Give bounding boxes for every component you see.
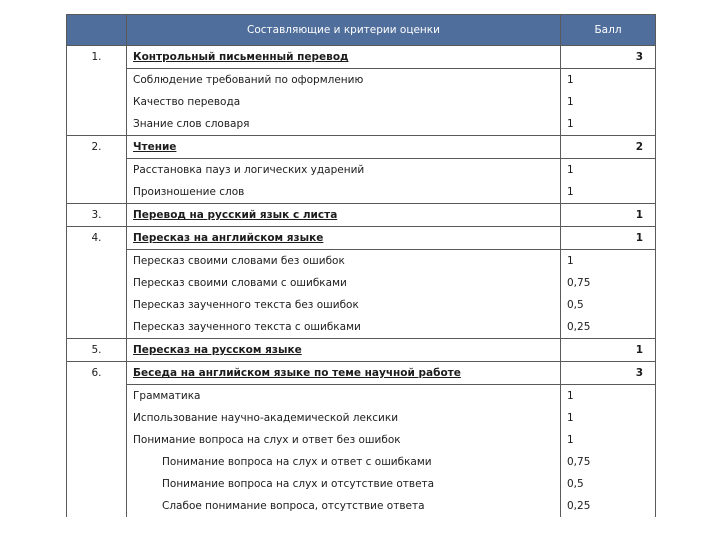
row-number-cell <box>67 250 127 273</box>
criterion-label: Использование научно-академической лексики <box>133 412 399 424</box>
score-cell: 3 <box>561 46 656 69</box>
header-number-cell <box>67 15 127 46</box>
row-number-cell <box>67 473 127 495</box>
row-number-cell <box>67 407 127 429</box>
criterion-row <box>67 294 656 316</box>
row-number-cell: 5. <box>67 339 127 362</box>
table-header-row <box>67 15 656 46</box>
score-cell: 1 <box>561 385 656 408</box>
score-cell: 0,75 <box>561 451 656 473</box>
score-cell: 0,25 <box>561 316 656 339</box>
criterion-row <box>67 407 656 429</box>
header-criteria-cell: Составляющие и критерии оценки <box>127 15 561 46</box>
score-cell: 1 <box>561 407 656 429</box>
score-cell: 2 <box>561 136 656 159</box>
score-cell: 0,5 <box>561 473 656 495</box>
criterion-row <box>67 473 656 495</box>
row-number-cell <box>67 159 127 182</box>
criterion-label-cell <box>127 451 561 473</box>
criterion-label: Пересказ своими словами с ошибками <box>133 277 347 289</box>
criterion-label: Знание слов словаря <box>133 118 250 130</box>
row-number-cell <box>67 495 127 517</box>
criterion-label: Перевод на русский язык с листа <box>133 209 338 221</box>
criterion-label-cell <box>127 272 561 294</box>
criterion-label-cell <box>127 407 561 429</box>
criterion-row <box>67 385 656 408</box>
row-number-cell: 6. <box>67 362 127 385</box>
row-number-cell <box>67 429 127 451</box>
criterion-label: Пересказ заученного текста без ошибок <box>133 299 359 311</box>
criterion-label: Чтение <box>133 141 177 153</box>
criterion-label-cell <box>127 113 561 136</box>
section-row <box>67 136 656 159</box>
score-cell: 1 <box>561 159 656 182</box>
criterion-row <box>67 181 656 204</box>
score-cell: 0,25 <box>561 495 656 517</box>
criterion-label-cell <box>127 204 561 227</box>
criterion-label-cell <box>127 227 561 250</box>
score-cell: 1 <box>561 429 656 451</box>
criterion-label-cell <box>127 429 561 451</box>
section-row <box>67 227 656 250</box>
section-row <box>67 46 656 69</box>
criterion-label: Контрольный письменный перевод <box>133 51 349 63</box>
row-number-cell <box>67 91 127 113</box>
criterion-row <box>67 250 656 273</box>
criterion-label-cell <box>127 159 561 182</box>
criterion-label-cell <box>127 136 561 159</box>
row-number-cell: 2. <box>67 136 127 159</box>
criterion-label: Понимание вопроса на слух и ответ с ошибками <box>162 456 432 468</box>
row-number-cell <box>67 113 127 136</box>
criterion-label-cell <box>127 69 561 92</box>
criterion-label-cell <box>127 473 561 495</box>
criterion-row <box>67 451 656 473</box>
criterion-label-cell <box>127 91 561 113</box>
header-score-cell: Балл <box>561 15 656 46</box>
criterion-label: Беседа на английском языке по теме научной работе <box>133 367 461 379</box>
section-row <box>67 204 656 227</box>
section-row <box>67 339 656 362</box>
criterion-label: Понимание вопроса на слух и ответ без ошибок <box>133 434 401 446</box>
score-cell: 1 <box>561 339 656 362</box>
criterion-label-cell <box>127 294 561 316</box>
criterion-row <box>67 91 656 113</box>
score-cell: 1 <box>561 91 656 113</box>
criterion-label: Произношение слов <box>133 186 245 198</box>
row-number-cell <box>67 294 127 316</box>
criterion-row <box>67 69 656 92</box>
criterion-label-cell <box>127 46 561 69</box>
score-cell: 1 <box>561 69 656 92</box>
row-number-cell: 4. <box>67 227 127 250</box>
score-cell: 1 <box>561 113 656 136</box>
criterion-label-cell <box>127 495 561 517</box>
criterion-label: Понимание вопроса на слух и отсутствие ответа <box>162 478 435 490</box>
score-cell: 1 <box>561 204 656 227</box>
criterion-label-cell <box>127 316 561 339</box>
criterion-label: Пересказ на русском языке <box>133 344 302 356</box>
criterion-label-cell <box>127 250 561 273</box>
row-number-cell <box>67 451 127 473</box>
score-cell: 0,75 <box>561 272 656 294</box>
score-cell: 1 <box>561 250 656 273</box>
criterion-label: Слабое понимание вопроса, отсутствие ответа <box>162 500 425 512</box>
criterion-label-cell <box>127 181 561 204</box>
criterion-label: Расстановка пауз и логических ударений <box>133 164 365 176</box>
criterion-label-cell <box>127 385 561 408</box>
criterion-label: Грамматика <box>133 390 201 402</box>
criterion-label-cell <box>127 362 561 385</box>
row-number-cell: 3. <box>67 204 127 227</box>
criterion-label: Пересказ на английском языке <box>133 232 324 244</box>
score-cell: 3 <box>561 362 656 385</box>
criterion-label: Пересказ заученного текста с ошибками <box>133 321 361 333</box>
score-cell: 1 <box>561 227 656 250</box>
section-row <box>67 362 656 385</box>
row-number-cell <box>67 272 127 294</box>
score-cell: 0,5 <box>561 294 656 316</box>
criterion-row <box>67 159 656 182</box>
row-number-cell: 1. <box>67 46 127 69</box>
criterion-row <box>67 429 656 451</box>
criteria-table-body <box>67 15 656 518</box>
row-number-cell <box>67 69 127 92</box>
row-number-cell <box>67 385 127 408</box>
score-cell: 1 <box>561 181 656 204</box>
criterion-label: Соблюдение требований по оформлению <box>133 74 364 86</box>
criterion-row <box>67 272 656 294</box>
row-number-cell <box>67 316 127 339</box>
row-number-cell <box>67 181 127 204</box>
criterion-row <box>67 495 656 517</box>
criterion-row <box>67 113 656 136</box>
criteria-table <box>66 14 656 517</box>
criterion-label-cell <box>127 339 561 362</box>
criterion-label: Качество перевода <box>133 96 241 108</box>
criterion-label: Пересказ своими словами без ошибок <box>133 255 345 267</box>
criterion-row <box>67 316 656 339</box>
